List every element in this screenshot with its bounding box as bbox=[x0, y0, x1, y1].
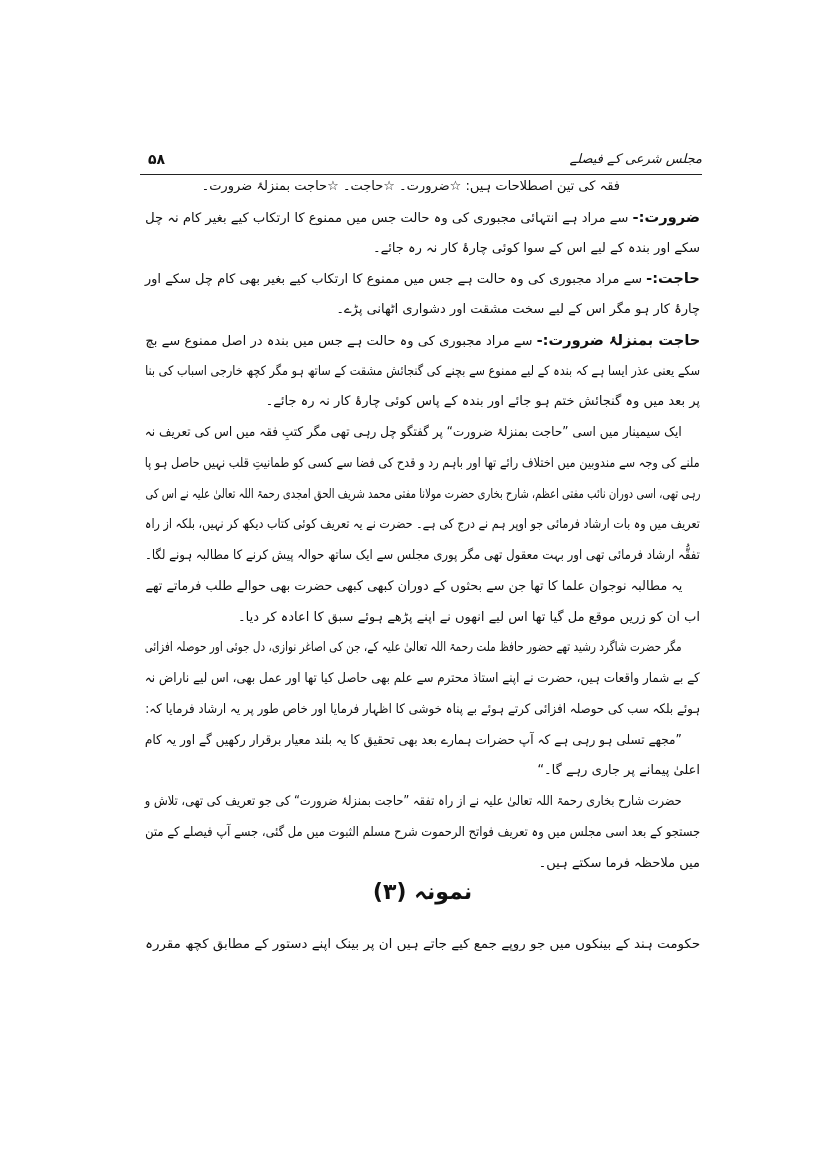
text-line: ہوئے بلکہ سب کی حوصلہ افزائی کرتے ہوئے بے پناہ خوشی کا اظہار فرمایا اور خاص طور پر یہ ارشاد فرمایا کہ: bbox=[145, 702, 700, 717]
quote-line: ”مجھے تسلی ہو رہی ہے کہ آپ حضرات ہمارے بعد بھی تحقیق کا یہ بلند معیار برقرار رکھیں گے اور یہ کام bbox=[145, 733, 682, 748]
definition-zarurat: ضرورت:- سے مراد ہے انتہائی مجبوری کی وہ حالت جس میں ممنوع کا ارتکاب کیے بغیر کام نہ چل bbox=[145, 210, 700, 226]
term-hajat: حاجت:- bbox=[646, 271, 700, 287]
text-line: جستجو کے بعد اسی مجلس میں وہ تعریف فواتح الرحموت شرح مسلم الثبوت میں مل گئی، جسے آپ فیصلے کے متن bbox=[145, 825, 700, 840]
page-number: ۵۸ bbox=[148, 152, 166, 168]
text-line: چارۂ کار ہو مگر اس کے لیے سخت مشقت اور دشواری اٹھانی پڑے۔ bbox=[336, 302, 700, 317]
text-line: سکے یعنی عذر ایسا ہے کہ بندہ کے لیے ممنوع سے بچنے کی گنجائش مشقت کے ساتھ ہو مگر کچھ خارجی اسباب کی بنا bbox=[145, 364, 700, 379]
text-line: سکے اور بندہ کے لیے اس کے سوا کوئی چارۂ کار نہ رہ جائے۔ bbox=[372, 241, 700, 256]
term-zarurat: ضرورت:- bbox=[632, 210, 700, 226]
definition-hajat: حاجت:- سے مراد مجبوری کی وہ حالت ہے جس میں ممنوع کا ارتکاب کیے بغیر بھی کام چل سکے اور bbox=[145, 271, 700, 287]
text-line: مگر حضرت شاگرد رشید تھے حضور حافظ ملت رحمۃ اللہ تعالیٰ علیہ کے، جن کی اصاغر نوازی، دل جوئی اور حوصلہ افزائی bbox=[145, 640, 682, 655]
text-line: رہی تھی، اسی دوران نائب مفتی اعظم، شارح بخاری حضرت مولانا مفتی محمد شریف الحق امجدی رحمۃ اللہ تعالیٰ علیہ نے اس کی bbox=[145, 487, 700, 502]
text-line: ملنے کی وجہ سے مندوبین میں اختلاف رائے تھا اور باہم رد و قدح کی فضا سے کسی کو طمانیتِ قلب نہیں حاصل ہو پا bbox=[145, 456, 700, 471]
text-line: حضرت شارح بخاری رحمۃ اللہ تعالیٰ علیہ نے از راہ تفقہ ”حاجت بمنزلۂ ضرورت“ کی جو تعریف کی تھی، تلاش و bbox=[145, 794, 682, 809]
running-header bbox=[140, 150, 702, 175]
text-line: پر بعد میں وہ گنجائش ختم ہو جائے اور بندہ کے پاس کوئی چارۂ کار نہ رہ جائے۔ bbox=[265, 394, 700, 409]
book-title: مجلس شرعی کے فیصلے bbox=[569, 152, 702, 167]
text-line: یہ مطالبہ نوجوان علما کا تھا جن سے بحثوں کے دوران کبھی کبھی حضرت بھی حوالے طلب فرماتے تھے bbox=[145, 579, 682, 594]
text-line: تعریف میں وہ بات ارشاد فرمائی جو اوپر ہم نے درج کی ہے۔ حضرت نے یہ تعریف کوئی کتاب دیکھ کر نہیں، بلکہ از راہ bbox=[145, 517, 700, 532]
text-line: حکومت ہند کے بینکوں میں جو روپے جمع کیے جاتے ہیں ان پر بینک اپنے دستور کے مطابق کچھ مقررہ bbox=[145, 937, 700, 952]
text-line: فقہ کی تین اصطلاحات ہیں: ☆ضرورت۔ ☆حاجت۔ ☆حاجت بمنزلۂ ضرورت۔ bbox=[201, 179, 620, 194]
quote-line: اعلیٰ پیمانے پر جاری رہے گا۔“ bbox=[537, 763, 700, 778]
text-line: میں ملاحظہ فرما سکتے ہیں۔ bbox=[538, 856, 700, 871]
term-hajat-bi-manzila: حاجت بمنزلۂ ضرورت:- bbox=[536, 333, 700, 349]
text-line: ایک سیمینار میں اسی ”حاجت بمنزلۂ ضرورت“ پر گفتگو چل رہی تھی مگر کتبِ فقہ میں اس کی تعریف نہ bbox=[145, 425, 682, 440]
section-heading: نمونہ (۳) bbox=[372, 880, 473, 905]
text-line: اب ان کو زریں موقع مل گیا تھا اس لیے انھوں نے اپنے پڑھے ہوئے سبق کا اعادہ کر دیا۔ bbox=[238, 610, 700, 625]
definition-hajat-bi-manzila: حاجت بمنزلۂ ضرورت:- سے مراد مجبوری کی وہ حالت ہے جس میں بندہ در اصل ممنوع سے بچ bbox=[145, 333, 700, 349]
text-line: تفقُّہ ارشاد فرمائی تھی اور بہت معقول تھی مگر پوری مجلس سے ایک ساتھ حوالہ پیش کرنے کا مطالبہ ہونے لگا۔ bbox=[145, 548, 700, 563]
text-line: کے بے شمار واقعات ہیں، حضرت نے اپنے استاذ محترم سے علم بھی حاصل کیا تھا اور عمل بھی، اس لیے ناراض نہ bbox=[145, 671, 700, 686]
